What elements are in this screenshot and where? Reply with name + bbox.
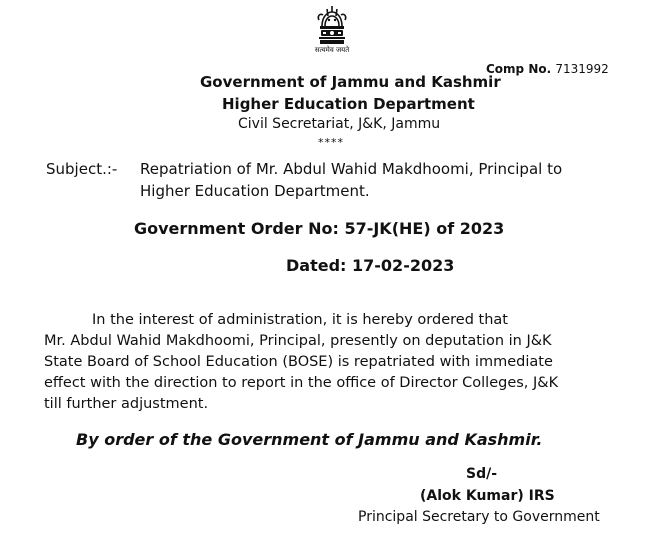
emblem-caption: सत्यमेव जयते — [314, 46, 350, 54]
signatory-designation: Principal Secretary to Government — [358, 509, 600, 525]
body-line: State Board of School Education (BOSE) is repatriated with immediate — [44, 354, 553, 370]
body-line: till further adjustment. — [44, 396, 209, 412]
comp-value: 7131992 — [555, 62, 609, 76]
header-separator: **** — [318, 136, 344, 149]
body-line: In the interest of administration, it is hereby ordered that — [92, 312, 508, 328]
department-name: Higher Education Department — [222, 95, 475, 113]
government-order-number — [134, 219, 504, 238]
signatory-name: (Alok Kumar) IRS — [420, 488, 555, 504]
closing-statement: By order of the Government of Jammu and Kashmir. — [76, 430, 543, 449]
order-number: 57-JK(HE) of 2023 — [344, 219, 505, 238]
order-date — [286, 256, 454, 275]
subject-line-1: Repatriation of Mr. Abdul Wahid Makdhoomi, Principal to — [140, 160, 563, 178]
office-address: Civil Secretariat, J&K, Jammu — [238, 116, 441, 132]
comp-number — [486, 62, 609, 76]
subject-line-2: Higher Education Department. — [140, 182, 370, 200]
government-name: Government of Jammu and Kashmir — [200, 73, 501, 91]
order-label: Government Order No: — [134, 219, 339, 238]
dated-label: Dated: — [286, 256, 347, 275]
body-line: Mr. Abdul Wahid Makdhoomi, Principal, presently on deputation in J&K — [44, 333, 552, 349]
comp-label: Comp No. — [486, 62, 552, 76]
date-value: 17-02-2023 — [352, 256, 455, 275]
signature-mark: Sd/- — [466, 466, 498, 482]
national-emblem-icon — [308, 4, 356, 68]
subject-label: Subject.:- — [46, 160, 118, 178]
body-line: effect with the direction to report in the office of Director Colleges, J&K — [44, 375, 559, 391]
